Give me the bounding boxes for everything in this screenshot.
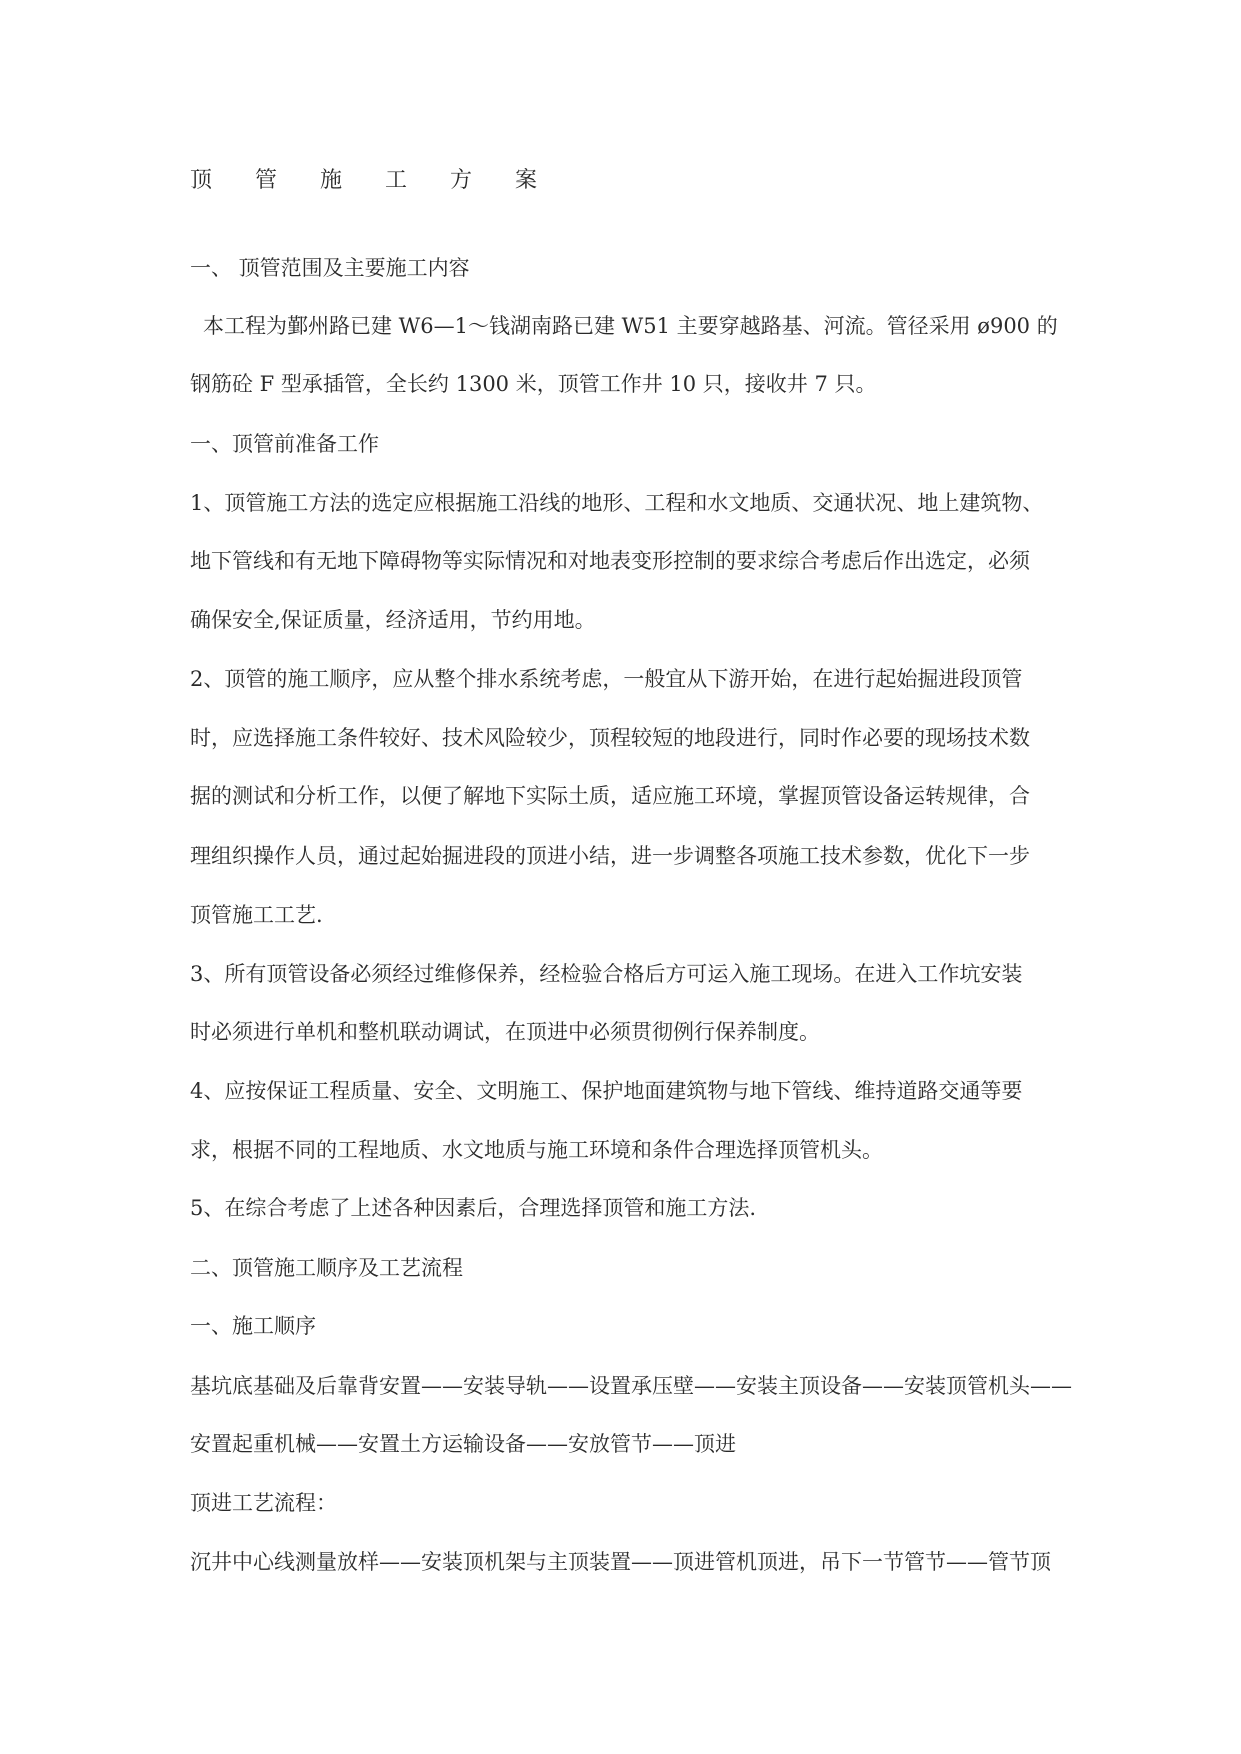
paragraph-line: 理组织操作人员，通过起始掘进段的顶进小结，进一步调整各项施工技术参数，优化下一步 [190, 844, 1030, 868]
paragraph-line: 安置起重机械——安置土方运输设备——安放管节——顶进 [190, 1432, 736, 1456]
paragraph-line: 顶管施工工艺. [190, 903, 323, 927]
paragraph-line: 确保安全,保证质量，经济适用，节约用地。 [190, 608, 596, 632]
paragraph-line: 5、在综合考虑了上述各种因素后，合理选择顶管和施工方法. [190, 1196, 757, 1220]
paragraph-line: 基坑底基础及后靠背安置——安装导轨——设置承压壁——安装主顶设备——安装顶管机头—— [190, 1374, 1072, 1398]
paragraph-line: 3、所有顶管设备必须经过维修保养，经检验合格后方可运入施工现场。在进入工作坑安装 [190, 962, 1023, 986]
section-heading: 一、顶管前准备工作 [190, 432, 379, 456]
paragraph-line: 据的测试和分析工作，以便了解地下实际土质，适应施工环境，掌握顶管设备运转规律，合 [190, 784, 1030, 808]
paragraph-line: 时必须进行单机和整机联动调试，在顶进中必须贯彻例行保养制度。 [190, 1020, 820, 1044]
section-heading: 一、 顶管范围及主要施工内容 [190, 256, 470, 280]
paragraph-line: 时，应选择施工条件较好、技术风险较少，顶程较短的地段进行，同时作必要的现场技术数 [190, 726, 1030, 750]
paragraph-line: 1、顶管施工方法的选定应根据施工沿线的地形、工程和水文地质、交通状况、地上建筑物、 [190, 491, 1044, 515]
paragraph-line: 4、应按保证工程质量、安全、文明施工、保护地面建筑物与地下管线、维持道路交通等要 [190, 1079, 1023, 1103]
section-heading: 一、施工顺序 [190, 1314, 316, 1338]
document-title: 顶 管 施 工 方 案 [190, 168, 555, 193]
paragraph-line: 地下管线和有无地下障碍物等实际情况和对地表变形控制的要求综合考虑后作出选定，必须 [190, 549, 1030, 573]
paragraph-line: 2、顶管的施工顺序，应从整个排水系统考虑，一般宜从下游开始，在进行起始掘进段顶管 [190, 667, 1023, 691]
section-heading: 顶进工艺流程： [190, 1491, 337, 1515]
paragraph-line: 本工程为鄞州路已建 W6—1～钱湖南路已建 W51 主要穿越路基、河流。管径采用 ø900 的 [203, 314, 1058, 338]
paragraph-line: 求，根据不同的工程地质、水文地质与施工环境和条件合理选择顶管机头。 [190, 1138, 883, 1162]
paragraph-line: 钢筋砼 F 型承插管，全长约 1300 米，顶管工作井 10 只，接收井 7 只。 [190, 372, 877, 396]
section-heading: 二、顶管施工顺序及工艺流程 [190, 1256, 463, 1280]
paragraph-line: 沉井中心线测量放样——安装顶机架与主顶装置——顶进管机顶进，吊下一节管节——管节顶 [190, 1550, 1051, 1574]
